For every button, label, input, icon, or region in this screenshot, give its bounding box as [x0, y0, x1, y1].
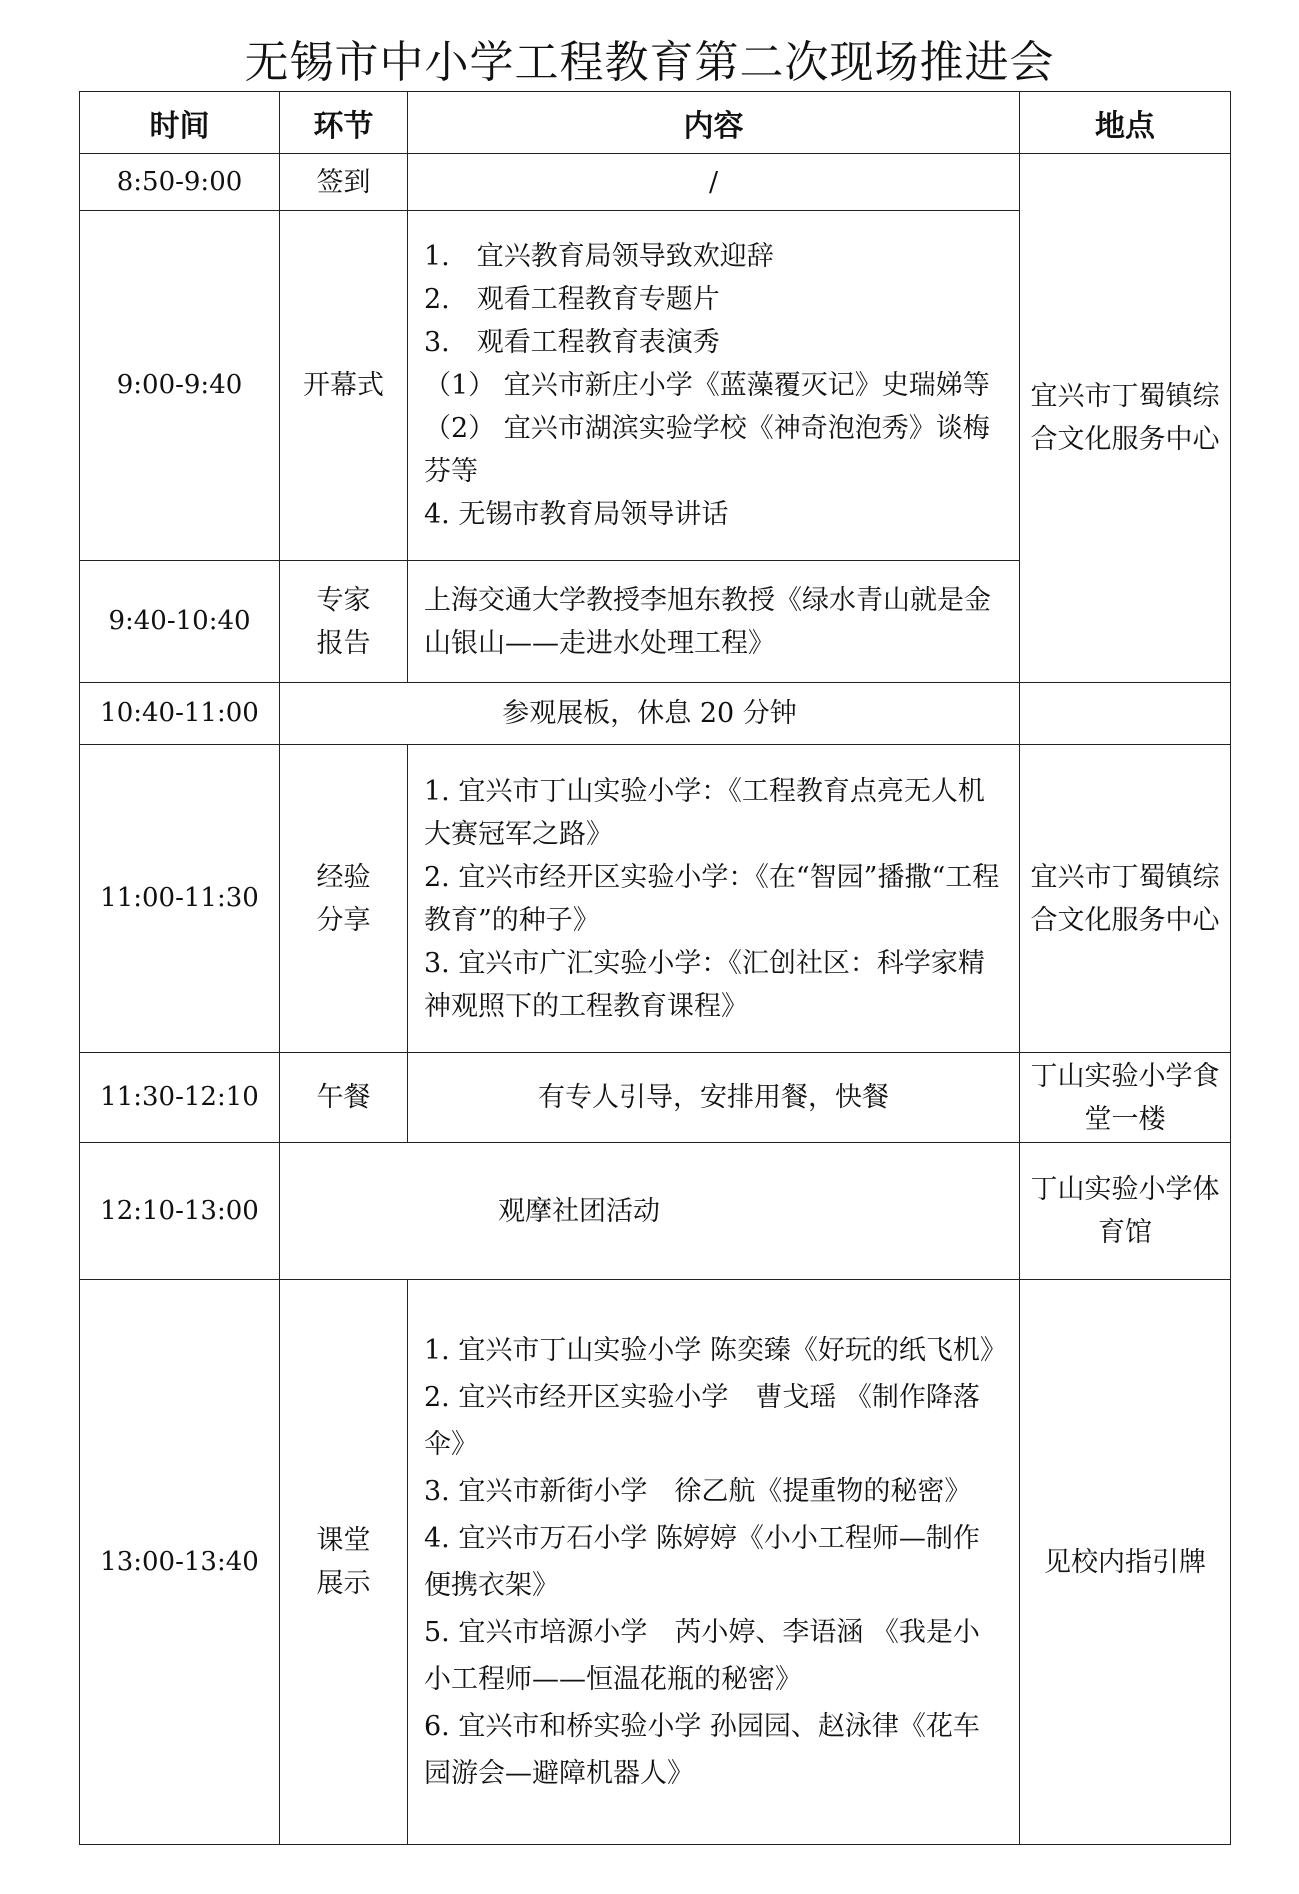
content-cell	[408, 745, 1020, 1053]
content-line: （2） 宜兴市湖滨实验学校《神奇泡泡秀》谈梅芬等	[424, 413, 990, 487]
session-cell: 课堂展示	[280, 1280, 408, 1845]
page-title: 无锡市中小学工程教育第二次现场推进会	[244, 37, 1055, 88]
session-cell: 经验分享	[280, 745, 408, 1053]
table-row	[80, 1280, 1231, 1845]
content-cell	[408, 211, 1020, 561]
content-line: 4. 无锡市教育局领导讲话	[424, 499, 729, 530]
table-row	[80, 745, 1231, 1053]
header-session: 环节	[280, 92, 408, 154]
session-cell: 午餐	[280, 1053, 408, 1143]
location-cell: 宜兴市丁蜀镇综合文化服务中心	[1020, 154, 1231, 683]
location-cell: 宜兴市丁蜀镇综合文化服务中心	[1020, 745, 1231, 1053]
content-line: 2. 观看工程教育专题片	[424, 284, 720, 315]
schedule-table	[79, 91, 1231, 1845]
content-line: 2. 宜兴市经开区实验小学 曹戈瑶 《制作降落伞》	[424, 1382, 980, 1460]
content-line: 5. 宜兴市培源小学 芮小婷、李语涵 《我是小小工程师——恒温花瓶的秘密》	[424, 1617, 980, 1695]
location-cell: 丁山实验小学食堂一楼	[1020, 1053, 1231, 1143]
header-time: 时间	[80, 92, 280, 154]
time-cell: 11:00-11:30	[80, 745, 280, 1053]
time-cell: 12:10-13:00	[80, 1143, 280, 1280]
time-cell: 10:40-11:00	[80, 683, 280, 745]
content-cell: 观摩社团活动	[280, 1143, 1020, 1280]
content-cell: /	[408, 154, 1020, 211]
time-cell: 9:00-9:40	[80, 211, 280, 561]
content-cell	[408, 1280, 1020, 1845]
content-line: 1. 宜兴市丁山实验小学：《工程教育点亮无人机大赛冠军之路》	[424, 775, 985, 850]
content-line: 2. 宜兴市经开区实验小学：《在“智园”播撒“工程教育”的种子》	[424, 861, 1000, 936]
content-line: 4. 宜兴市万石小学 陈婷婷《小小工程师—制作便携衣架》	[424, 1523, 980, 1601]
location-cell: 丁山实验小学体育馆	[1020, 1143, 1231, 1280]
time-cell: 11:30-12:10	[80, 1053, 280, 1143]
time-cell: 13:00-13:40	[80, 1280, 280, 1845]
content-cell: 上海交通大学教授李旭东教授《绿水青山就是金山银山——走进水处理工程》	[408, 561, 1020, 683]
header-location: 地点	[1020, 92, 1231, 154]
table-row	[80, 154, 1231, 211]
content-cell: 有专人引导，安排用餐，快餐	[408, 1053, 1020, 1143]
table-row	[80, 683, 1231, 745]
content-line: 1. 宜兴市丁山实验小学 陈奕臻《好玩的纸飞机》	[424, 1335, 1007, 1366]
header-content: 内容	[408, 92, 1020, 154]
session-cell: 开幕式	[280, 211, 408, 561]
time-cell: 8:50-9:00	[80, 154, 280, 211]
content-line: 3. 宜兴市新街小学 徐乙航《提重物的秘密》	[424, 1476, 972, 1507]
content-line: 1. 宜兴教育局领导致欢迎辞	[424, 241, 774, 272]
content-line: 6. 宜兴市和桥实验小学 孙园园、赵泳律《花车园游会—避障机器人》	[424, 1711, 980, 1789]
table-row	[80, 1143, 1231, 1280]
content-line: （1） 宜兴市新庄小学《蓝藻覆灭记》史瑞娣等	[424, 370, 990, 401]
header-row	[80, 92, 1231, 154]
location-cell: 见校内指引牌	[1020, 1280, 1231, 1845]
content-cell: 参观展板，休息 20 分钟	[280, 683, 1020, 745]
content-line: 3. 宜兴市广汇实验小学：《汇创社区：科学家精神观照下的工程教育课程》	[424, 947, 985, 1022]
session-cell: 专家报告	[280, 561, 408, 683]
content-line: 3. 观看工程教育表演秀	[424, 327, 720, 358]
table-row	[80, 1053, 1231, 1143]
session-cell: 签到	[280, 154, 408, 211]
time-cell: 9:40-10:40	[80, 561, 280, 683]
location-cell-empty	[1020, 683, 1231, 745]
